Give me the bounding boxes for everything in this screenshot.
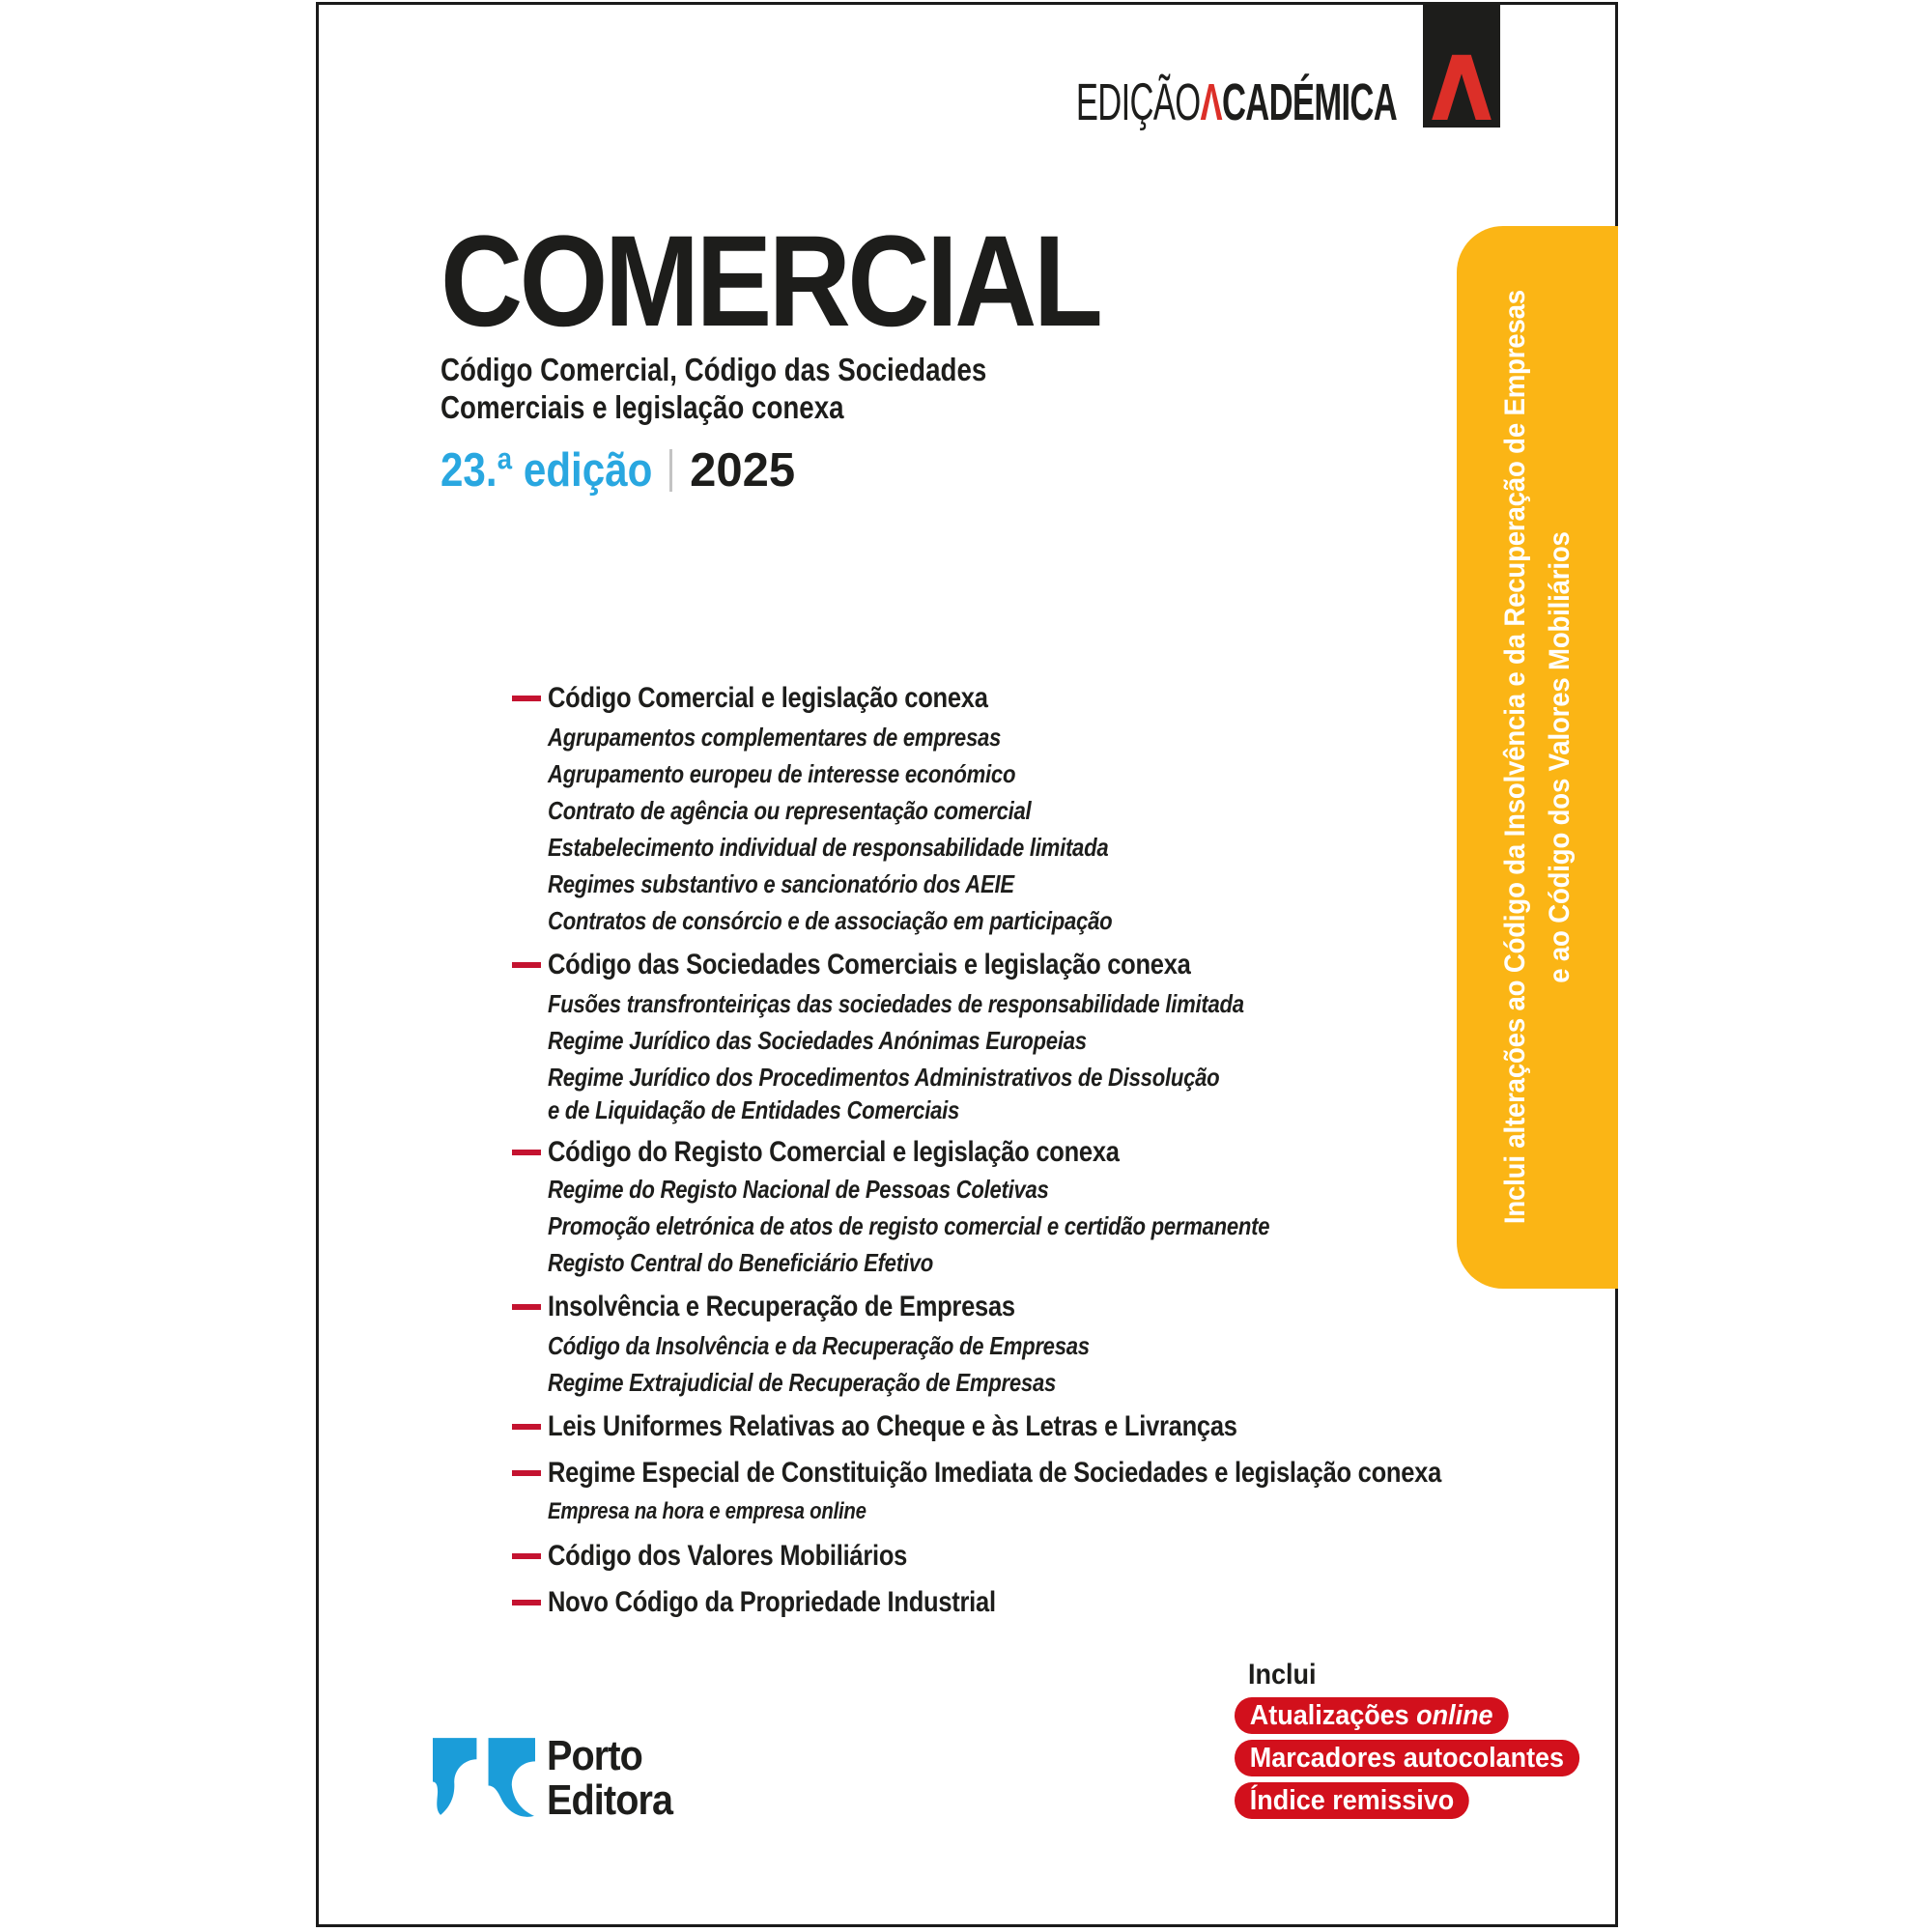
toc-heading — [319, 1587, 1678, 1618]
toc-heading-label: Leis Uniformes Relativas ao Cheque e às Letras e Livranças — [548, 1410, 1237, 1442]
badge-text-italic: online — [1416, 1699, 1493, 1731]
includes-label: Inclui — [1248, 1659, 1317, 1690]
book-subtitle-line2: Comerciais e legislação conexa — [440, 389, 844, 425]
red-dash-icon — [512, 1150, 541, 1155]
toc-item-label: Contrato de agência ou representação comercial — [548, 796, 1032, 825]
edition-row — [440, 441, 795, 499]
toc-item-label: Regime Jurídico das Sociedades Anónimas Europeias — [548, 1026, 1087, 1055]
red-dash-icon — [512, 962, 541, 968]
series-logo-bold: CADÉMICA — [1221, 73, 1397, 131]
toc-item-label: e de Liquidação de Entidades Comerciais — [548, 1095, 960, 1124]
toc-item-label: Regime Extrajudicial de Recuperação de Empresas — [548, 1368, 1057, 1397]
red-dash-icon — [512, 1600, 541, 1605]
series-lambda: Λ — [1200, 73, 1222, 131]
toc-item-label: Regime do Registo Nacional de Pessoas Coletivas — [548, 1175, 1049, 1204]
toc-item-label: Regimes substantivo e sancionatório dos AEIE — [548, 869, 1014, 898]
toc-item — [319, 1369, 1678, 1396]
toc-item — [319, 1498, 1678, 1525]
ribbon-line1: Inclui alterações ao Código da Insolvência e da Recuperação de Empresas — [1498, 290, 1531, 1225]
toc-item-label: Promoção eletrónica de atos de registo comercial e certidão permanente — [548, 1211, 1270, 1240]
yellow-ribbon — [1457, 226, 1618, 1289]
book-cover — [316, 2, 1618, 1927]
brand-tab — [1423, 2, 1500, 128]
toc-heading-label: Código do Registo Comercial e legislação conexa — [548, 1136, 1120, 1168]
toc-heading-label: Código Comercial e legislação conexa — [548, 682, 988, 714]
badge-marcadores-autocolantes — [1235, 1740, 1579, 1776]
toc-heading-label: Novo Código da Propriedade Industrial — [548, 1586, 996, 1618]
toc-heading-label: Código dos Valores Mobiliários — [548, 1540, 908, 1572]
badge-text: Índice remissivo — [1249, 1784, 1455, 1816]
toc-item-label: Regime Jurídico dos Procedimentos Administrativos de Dissolução — [548, 1063, 1220, 1092]
book-subtitle-line1: Código Comercial, Código das Sociedades — [440, 352, 987, 387]
red-dash-icon — [512, 1470, 541, 1476]
toc-item-label: Agrupamentos complementares de empresas — [548, 723, 1002, 752]
toc-item-label: Código da Insolvência e da Recuperação de Empresas — [548, 1331, 1090, 1360]
book-subtitle — [440, 351, 986, 426]
publisher-name-line1: Porto — [547, 1732, 642, 1779]
toc-item-label: Agrupamento europeu de interesse económico — [548, 759, 1016, 788]
edition-number: 23.ª edição — [440, 444, 653, 497]
edition-year: 2025 — [690, 444, 796, 497]
red-dash-icon — [512, 1553, 541, 1559]
badge-atualizacoes-online — [1235, 1697, 1508, 1734]
toc-heading-label: Regime Especial de Constituição Imediata de Sociedades e legislação conexa — [548, 1457, 1441, 1489]
toc-item-label: Fusões transfronteiriças das sociedades de responsabilidade limitada — [548, 989, 1244, 1018]
edition-divider — [669, 449, 672, 492]
toc-heading — [319, 1541, 1678, 1572]
series-logo — [1075, 73, 1397, 131]
includes-badges — [1235, 1697, 1605, 1819]
badge-text: Atualizações — [1249, 1699, 1409, 1731]
badge-indice-remissivo — [1235, 1782, 1469, 1819]
toc-item-label: Contratos de consórcio e de associação em participação — [548, 906, 1113, 935]
publisher-name-line2: Editora — [547, 1776, 673, 1824]
porto-editora-quotes-icon — [433, 1738, 535, 1826]
red-dash-icon — [512, 696, 541, 701]
toc-item-label: Estabelecimento individual de responsabilidade limitada — [548, 833, 1109, 862]
toc-heading — [319, 1411, 1678, 1442]
red-dash-icon — [512, 1304, 541, 1310]
lambda-icon — [1428, 52, 1495, 120]
toc-heading-label: Insolvência e Recuperação de Empresas — [548, 1291, 1015, 1322]
book-title: COMERCIAL — [440, 210, 1100, 354]
toc-heading — [319, 1458, 1678, 1489]
toc-item-label: Registo Central do Beneficiário Efetivo — [548, 1248, 933, 1277]
toc-heading — [319, 1292, 1678, 1322]
ribbon-line2: e ao Código dos Valores Mobiliários — [1543, 531, 1576, 983]
publisher-name — [547, 1734, 672, 1823]
red-dash-icon — [512, 1424, 541, 1430]
badge-text: Marcadores autocolantes — [1249, 1742, 1565, 1774]
series-logo-regular: EDIÇÃO — [1075, 73, 1201, 131]
toc-heading-label: Código das Sociedades Comerciais e legislação conexa — [548, 949, 1191, 980]
toc-item — [319, 1332, 1678, 1359]
toc-item-label: Empresa na hora e empresa online — [548, 1498, 867, 1524]
